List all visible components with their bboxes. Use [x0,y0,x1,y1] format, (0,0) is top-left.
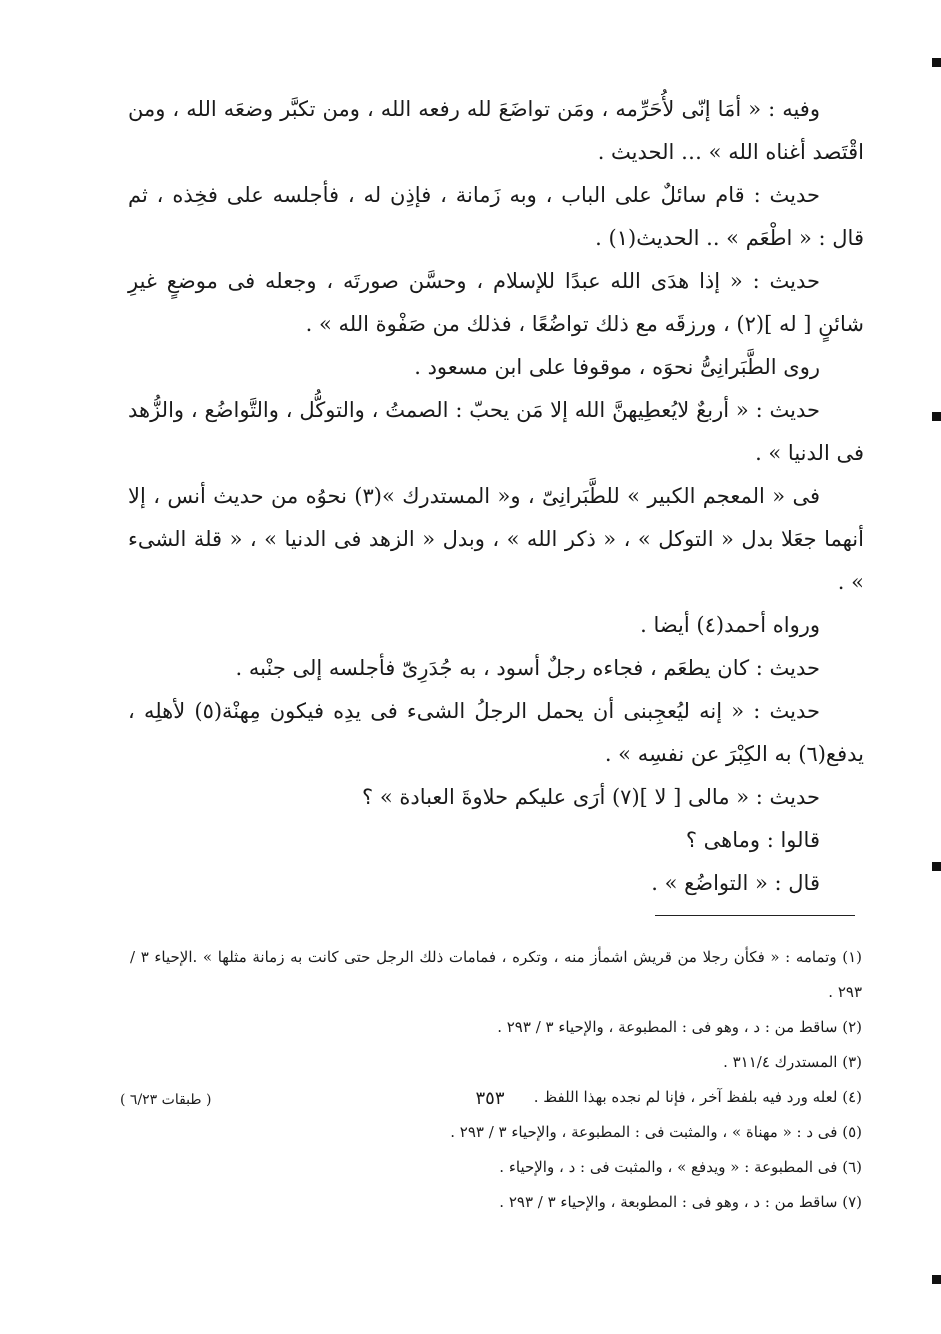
footnotes [130,940,862,1220]
scan-edge-mark [932,1275,941,1284]
footnote: (٤) لعله ورد فيه بلفظ آخر ، فإنا لم نجده بهذا اللفظ . [533,1088,862,1106]
paragraph: روى الطَّبَرانِىُّ نحوَه ، موقوفا على ابن مسعود . [414,355,820,379]
scan-edge-mark [932,862,941,871]
paragraph: حديث : « إنه ليُعجِبنى أن يحمل الرجلُ الشىء فى يدِه فيكون مِهنْة(٥) لأهلِه ، يدفع(٦) به الكِبْرَ عن نفسِه » . [128,699,864,766]
scan-edge-mark [932,412,941,421]
paragraph: ورواه أحمد(٤) أيضا . [640,613,820,637]
paragraph: حديث : « إذا هدَى الله عبدًا للإسلام ، وحسَّن صورتَه ، وجعله فى موضعٍ غيرِ شائنٍ [ له ](٢) ، ورزقَه مع ذلك تواضُعًا ، فذلك من صَفْوة الله » . [128,269,864,336]
signature-mark: ( طبقات ٦/٢٣ ) [120,1092,212,1108]
paragraph: حديث : كان يطعَم ، فجاءه رجلٌ أسود ، به جُدَرِىّ فأجلسه إلى جنْبه . [235,656,820,680]
footnote: (٦) فى المطبوعة : « ويدفع » ، والمثبت فى : د ، والإحياء . [499,1158,862,1176]
footnote: (٢) ساقط من : د ، وهو فى : المطبوعة ، والإحياء ٣ / ٢٩٣ . [497,1018,862,1036]
paragraph: حديث : « أربعٌ لايُعطِيهنَّ الله إلا مَن يحبّ : الصمتُ ، والتوكُّل ، والتَّواضُع ، والزُّهد فى الدنيا » . [128,398,864,465]
paragraph: فى « المعجم الكبير » للطَّبَرانِىّ ، و« المستدرك »(٣) نحوُه من حديث أنس ، إلا أنهما جعَلا بدل « التوكل » ، « ذكر الله » ، وبدل « الزهد فى الدنيا » ، « قلة الشىء » . [128,484,864,594]
page-number: ٣٥٣ [475,1088,505,1109]
footnote-separator [655,915,855,916]
paragraph: حديث : « مالى [ لا ](٧) أرَى عليكم حلاوةَ العبادة » ؟ [362,785,820,809]
paragraph: وفيه : « أمَا إنّى لأُحَرِّمه ، ومَن تواضَعَ لله رفعه الله ، ومن تكبَّر وضعَه الله ، ومن اقْتَصد أغناه الله » … الحديث . [128,97,864,164]
scan-edge-mark [932,58,941,67]
footnote: (٧) ساقط من : د ، وهو فى : المطوبعة ، والإحياء ٣ / ٢٩٣ . [499,1193,862,1211]
footnote: (٥) فى د : « مهناة » ، والمثبت فى : المطبوعة ، والإحياء ٣ / ٢٩٣ . [450,1123,862,1141]
paragraph: قالوا : وماهى ؟ [685,828,820,852]
paragraph: قال : « التواضُع » . [651,871,820,895]
paragraph: حديث : قام سائلٌ على الباب ، وبه زَمانة ، فإذِن له ، فأجلسه على فخِذه ، ثم قال : « اطْعَم » .. الحديث(١) . [128,183,864,250]
footnote: (٣) المستدرك ٣١١/٤ . [723,1053,862,1071]
main-text [128,88,864,905]
footnote: (١) وتمامه : « فكأن رجلا من قريش اشمأز منه ، وتكره ، فمامات ذلك الرجل حتى كانت به زمانة مثلها » .الإحياء ٣ / ٢٩٣ . [130,948,862,1001]
